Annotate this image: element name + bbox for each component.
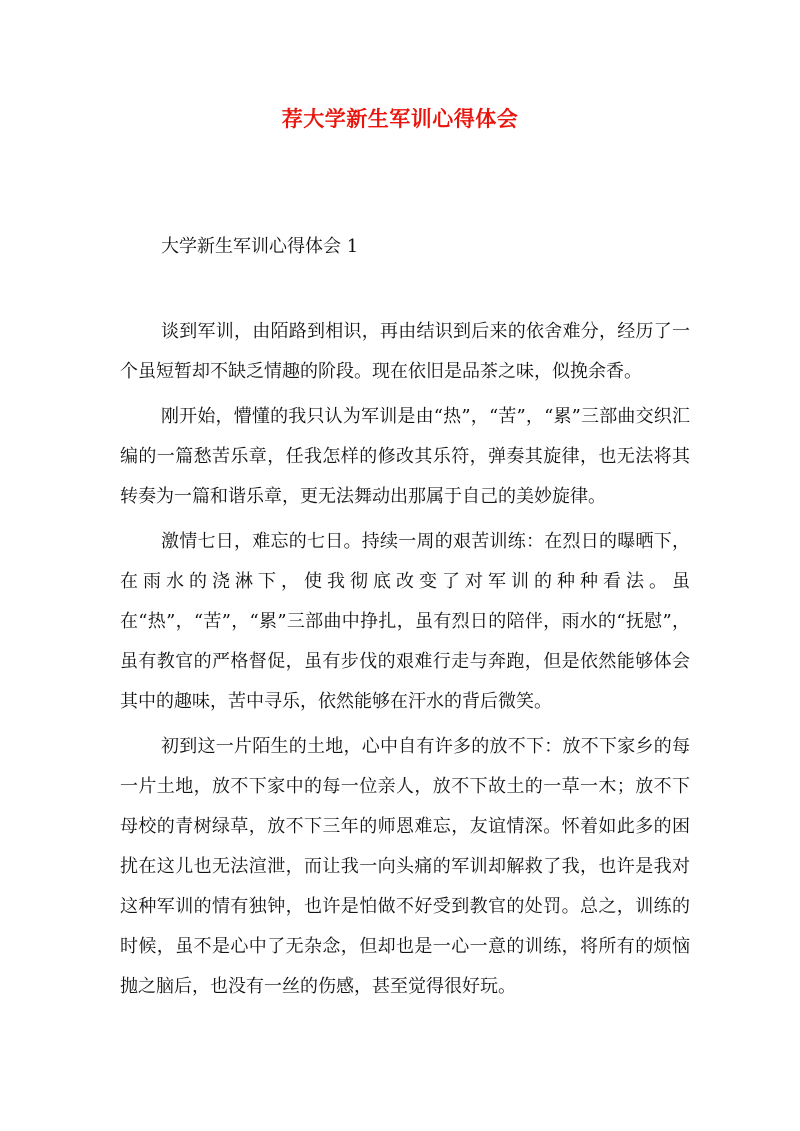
paragraph: 初到这一片陌生的土地，心中自有许多的放不下：放不下家乡的每一片土地，放不下家中的每一位亲人，放不下故土的一草一木；放不下母校的青树绿草，放不下三年的师恩难忘，友谊情深。怀着如此多的困扰在这儿也无法渲泄，而让我一向头痛的军训却解救了我，也许是我对这种军训的情有独钟，也许是怕做不好受到教官的处罚。总之，训练的时候，虽不是心中了无杂念，但却也是一心一意的训练，将所有的烦恼抛之脑后，也没有一丝的伤感，甚至觉得很好玩。 — [120, 736, 690, 997]
paragraph: 刚开始，懵懂的我只认为军训是由“热”，“苦”，“累”三部曲交织汇编的一篇愁苦乐章，任我怎样的修改其乐符，弹奏其旋律，也无法将其转奏为一篇和谐乐章，更无法舞动出那属于自己的美妙旋律。 — [120, 406, 690, 507]
body-text — [120, 312, 690, 1007]
paragraph: 谈到军训，由陌路到相识，再由结识到后来的依舍难分，经历了一个虽短暂却不缺乏情趣的阶段。现在依旧是品茶之味，似挽余香。 — [120, 321, 690, 382]
section-heading: 大学新生军训心得体会 1 — [161, 236, 359, 257]
document-title: 荐大学新生军训心得体会 — [281, 106, 519, 131]
paragraph: 激情七日，难忘的七日。持续一周的艰苦训练：在烈日的曝晒下，在雨水的浇淋下，使我彻底改变了对军训的种种看法。虽在“热”，“苦”，“累”三部曲中挣扎，虽有烈日的陪伴，雨水的“抚慰”，虽有教官的严格督促，虽有步伐的艰难行走与奔跑，但是依然能够体会其中的趣味，苦中寻乐，依然能够在汗水的背后微笑。 — [120, 531, 690, 712]
